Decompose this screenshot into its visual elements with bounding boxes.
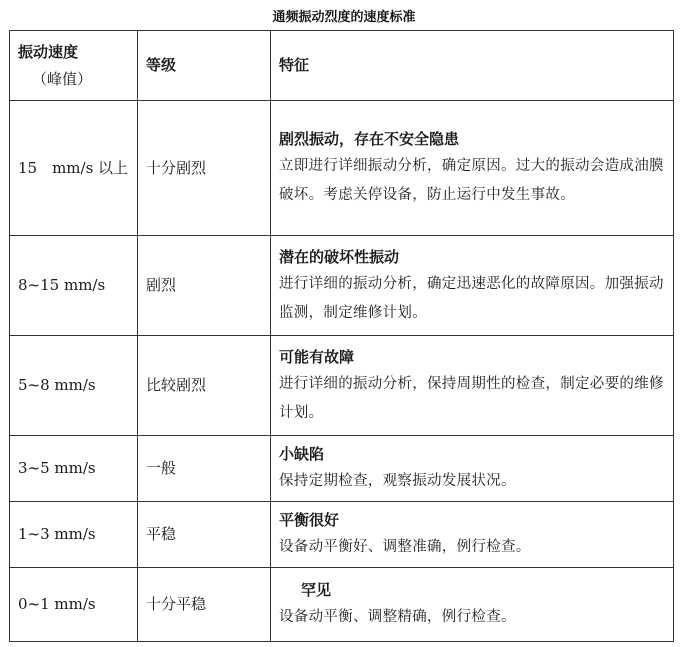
table-row [10,236,674,336]
feature-title: 可能有故障 [279,347,355,366]
speed-cell: 5~8 mm/s [10,336,138,436]
speed-cell: 0~1 mm/s [10,568,138,642]
speed-cell: 8~15 mm/s [10,236,138,336]
level-cell: 平稳 [138,502,271,568]
speed-cell: 1~3 mm/s [10,502,138,568]
table-row [10,568,674,642]
table-row [10,336,674,436]
feature-description: 进行详细的振动分析，确定迅速恶化的故障原因。加强振动监测，制定维修计划。 [279,275,664,321]
table-row [10,436,674,502]
speed-cell: 15 mm/s 以上 [10,101,138,236]
document-title: 通频振动烈度的速度标准 [272,10,416,25]
feature-description: 设备动平衡好、调整准确，例行检查。 [279,539,531,555]
vibration-standard-table [9,30,674,642]
header-speed-sublabel: （峰值） [32,69,93,88]
feature-description: 设备动平衡、调整精确，例行检查。 [279,609,516,625]
feature-description: 立即进行详细振动分析，确定原因。过大的振动会造成油膜破坏。考虑关停设备，防止运行中发生事故。 [279,158,664,203]
feature-cell [271,101,674,236]
feature-cell [271,336,674,436]
table-row [10,101,674,236]
feature-cell [271,436,674,502]
header-speed [10,31,138,101]
feature-title: 剧烈振动，存在不安全隐患 [279,130,460,148]
header-feature: 特征 [271,31,674,101]
header-level: 等级 [138,31,271,101]
feature-title: 平衡很好 [279,511,340,529]
table-header-row [10,31,674,101]
table-row [10,502,674,568]
level-cell: 剧烈 [138,236,271,336]
feature-cell [271,502,674,568]
speed-cell: 3~5 mm/s [10,436,138,502]
level-cell: 比较剧烈 [138,336,271,436]
level-cell: 十分平稳 [138,568,271,642]
level-cell: 十分剧烈 [138,101,271,236]
feature-cell [271,568,674,642]
header-speed-label: 振动速度 [18,42,79,61]
feature-title: 小缺陷 [279,445,325,463]
feature-title: 罕见 [301,581,332,599]
feature-description: 进行详细的振动分析，保持周期性的检查，制定必要的维修计划。 [279,375,664,421]
feature-cell [271,236,674,336]
level-cell: 一般 [138,436,271,502]
feature-title: 潜在的破坏性振动 [279,247,400,266]
feature-description: 保持定期检查，观察振动发展状况。 [279,473,516,489]
